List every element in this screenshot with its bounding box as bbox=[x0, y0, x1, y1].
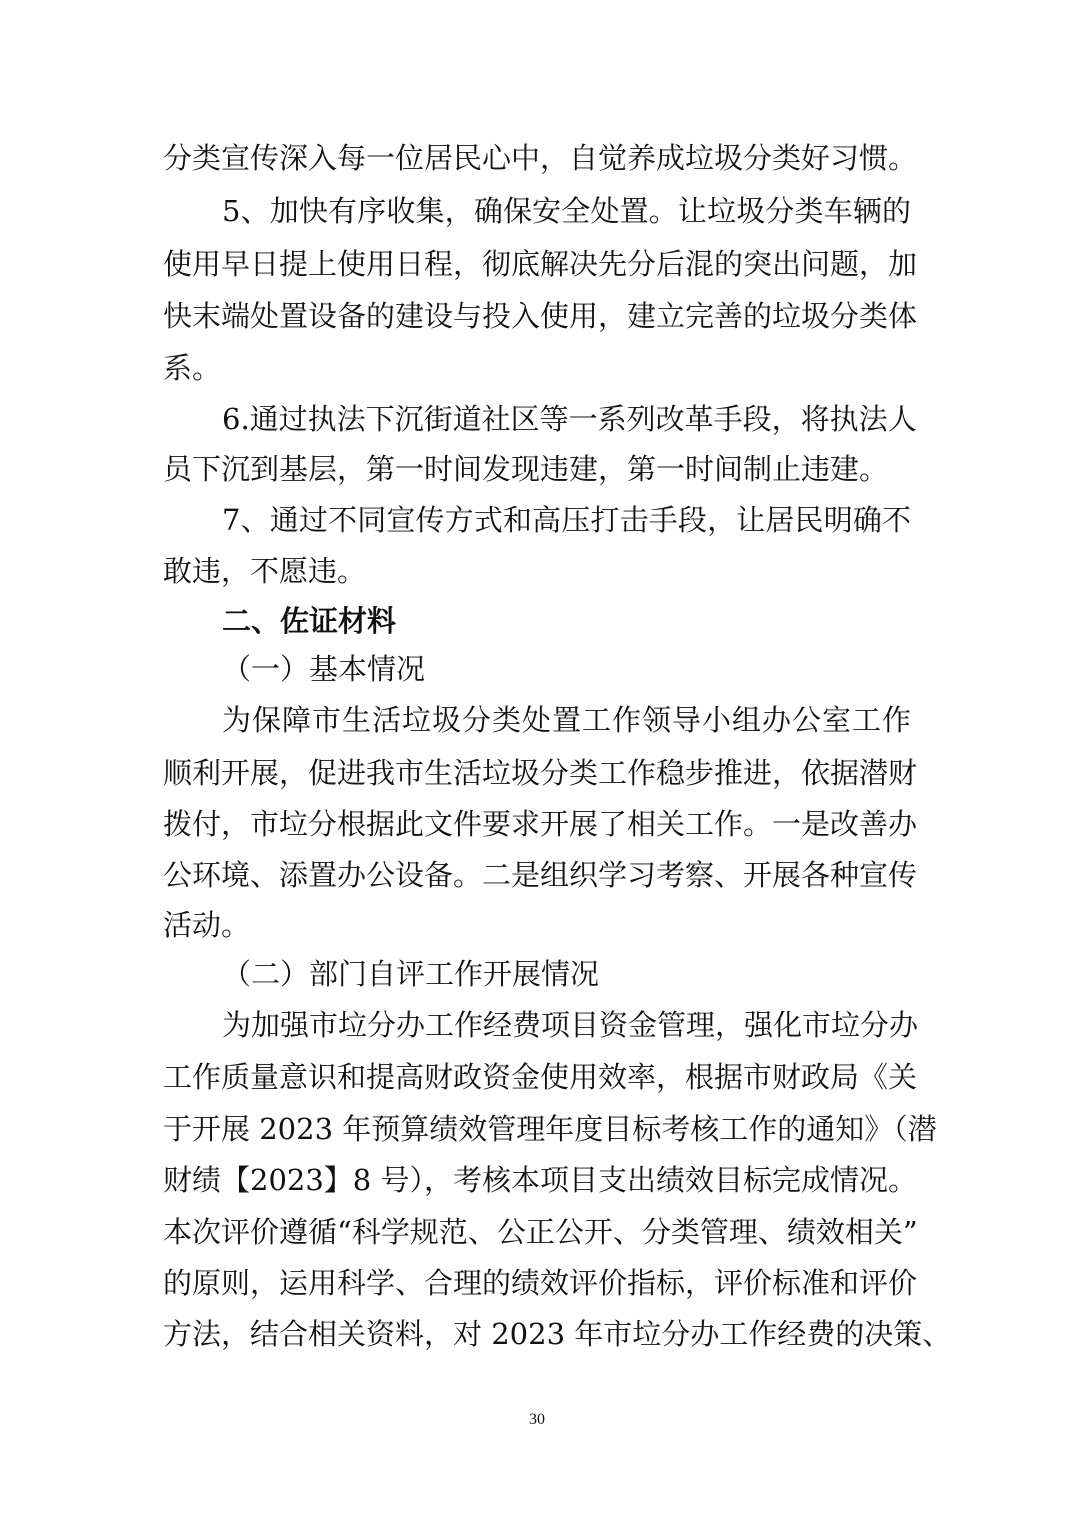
paragraph-line: 方法，结合相关资料，对 2023 年市垃分办工作经费的决策、 bbox=[163, 1317, 952, 1351]
paragraph-line: 工作质量意识和提高财政资金使用效率，根据市财政局《关 bbox=[163, 1060, 918, 1094]
paragraph-line: 活动。 bbox=[163, 908, 251, 942]
paragraph-line: 员下沉到基层，第一时间发现违建，第一时间制止违建。 bbox=[163, 452, 889, 486]
paragraph-line: 5、加快有序收集，确保安全处置。让垃圾分类车辆的 bbox=[222, 194, 911, 228]
page-number: 30 bbox=[529, 1411, 545, 1428]
paragraph-line: 拨付，市垃分根据此文件要求开展了相关工作。一是改善办 bbox=[163, 807, 918, 841]
paragraph-line: 的原则，运用科学、合理的绩效评价指标，评价标准和评价 bbox=[163, 1266, 918, 1300]
paragraph-line: 为保障市生活垃圾分类处置工作领导小组办公室工作 bbox=[222, 703, 911, 737]
paragraph-line: 分类宣传深入每一位居民心中，自觉养成垃圾分类好习惯。 bbox=[163, 141, 918, 175]
subsection-heading: （一）基本情况 bbox=[222, 652, 426, 686]
paragraph-line: 顺利开展，促进我市生活垃圾分类工作稳步推进，依据潜财 bbox=[163, 756, 918, 790]
section-heading: 二、佐证材料 bbox=[222, 604, 397, 638]
subsection-heading: （二）部门自评工作开展情况 bbox=[222, 957, 600, 991]
paragraph-line: 快末端处置设备的建设与投入使用，建立完善的垃圾分类体 bbox=[163, 299, 918, 333]
paragraph-line: 6.通过执法下沉街道社区等一系列改革手段，将执法人 bbox=[222, 402, 917, 436]
paragraph-line: 本次评价遵循“科学规范、公正公开、分类管理、绩效相关” bbox=[163, 1215, 918, 1249]
paragraph-line: 为加强市垃分办工作经费项目资金管理，强化市垃分办 bbox=[222, 1008, 919, 1042]
paragraph-line: 于开展 2023 年预算绩效管理年度目标考核工作的通知》（潜 bbox=[163, 1112, 937, 1146]
paragraph-line: 财绩【2023】8 号），考核本项目支出绩效目标完成情况。 bbox=[163, 1163, 917, 1197]
paragraph-line: 使用早日提上使用日程，彻底解决先分后混的突出问题，加 bbox=[163, 247, 918, 281]
paragraph-line: 系。 bbox=[163, 351, 222, 385]
paragraph-line: 公环境、添置办公设备。二是组织学习考察、开展各种宣传 bbox=[163, 858, 918, 892]
paragraph-line: 7、通过不同宣传方式和高压打击手段，让居民明确不 bbox=[222, 503, 911, 537]
paragraph-line: 敢违，不愿违。 bbox=[163, 554, 367, 588]
